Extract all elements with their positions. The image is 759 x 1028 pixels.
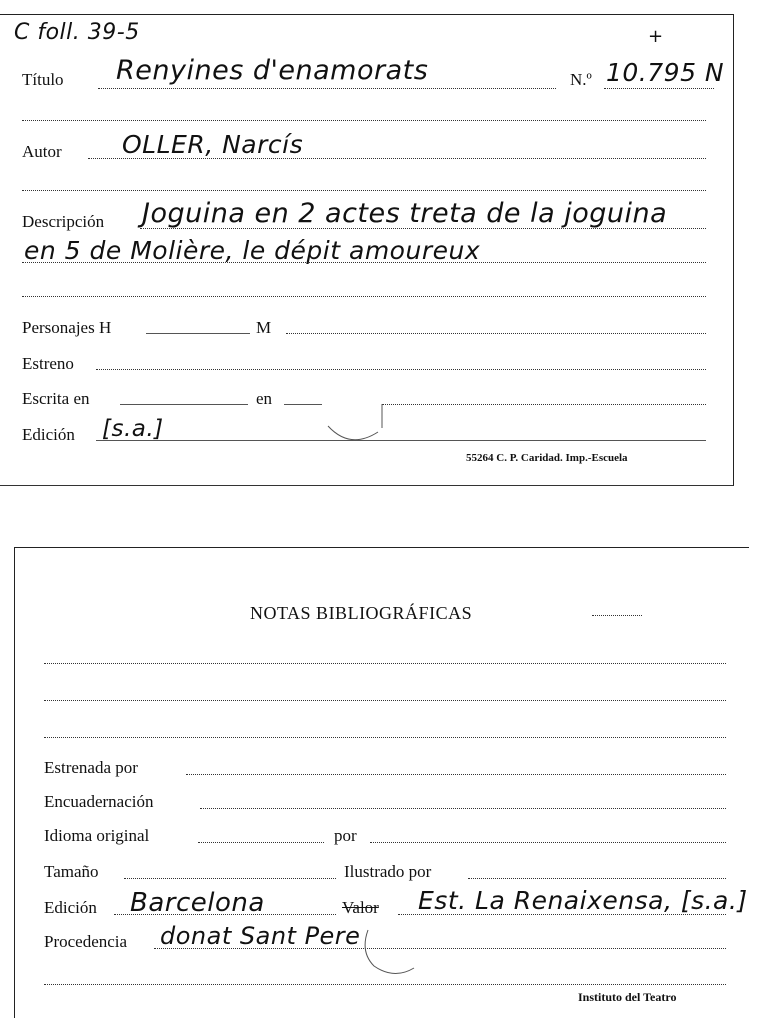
notas-heading: NOTAS BIBLIOGRÁFICAS bbox=[250, 603, 473, 623]
notes-line-3 bbox=[44, 737, 726, 738]
heading-dots bbox=[592, 615, 642, 616]
titulo-line bbox=[98, 88, 556, 89]
notes-line-bottom bbox=[44, 984, 726, 985]
encuadernacion-label: Encuadernación bbox=[44, 792, 154, 811]
edicion-label: Edición bbox=[22, 425, 75, 444]
titulo-value: Renyines d'enamorats bbox=[116, 55, 429, 86]
por-label: por bbox=[334, 826, 357, 845]
encuadernacion-line bbox=[200, 808, 726, 809]
tamano-label: Tamaño bbox=[44, 862, 99, 881]
escrita-en-line bbox=[284, 404, 322, 405]
personajes-h-line bbox=[146, 333, 250, 334]
descripcion-label: Descripción bbox=[22, 212, 105, 231]
escrita-line-2 bbox=[382, 404, 706, 405]
blank-line-3 bbox=[22, 296, 706, 297]
descripcion-value-1: Joguina en 2 actes treta de la joguina bbox=[142, 198, 668, 229]
autor-value: OLLER, Narcís bbox=[122, 130, 304, 159]
valor-label: Valor bbox=[342, 898, 379, 917]
blank-line-2 bbox=[22, 190, 706, 191]
institute-footer: Instituto del Teatro bbox=[578, 990, 677, 1004]
edicion2-value: Barcelona bbox=[130, 888, 265, 918]
numero-line bbox=[604, 88, 714, 89]
procedencia-label: Procedencia bbox=[44, 932, 128, 951]
tamano-line bbox=[124, 878, 336, 879]
personajes-m-label: M bbox=[256, 318, 272, 337]
corner-mark: + bbox=[648, 26, 664, 47]
escrita-label: Escrita en bbox=[22, 389, 90, 408]
personajes-label: Personajes H bbox=[22, 318, 112, 337]
numero-value: 10.795 N bbox=[606, 58, 725, 87]
stamp-circle-mark-2 bbox=[360, 922, 430, 978]
notes-line-1 bbox=[44, 663, 726, 664]
titulo-label: Título bbox=[22, 70, 64, 89]
edicion2-label: Edición bbox=[44, 898, 97, 917]
escrita-en-label: en bbox=[256, 389, 273, 408]
stamp-circle-mark bbox=[320, 380, 390, 446]
ilustrado-label: Ilustrado por bbox=[344, 862, 432, 881]
estrenada-label: Estrenada por bbox=[44, 758, 138, 777]
notes-line-2 bbox=[44, 700, 726, 701]
edicion-line bbox=[96, 440, 706, 441]
idioma-label: Idioma original bbox=[44, 826, 150, 845]
corner-note: C foll. 39-5 bbox=[14, 20, 140, 45]
estreno-line bbox=[96, 369, 706, 370]
estreno-label: Estreno bbox=[22, 354, 74, 373]
editor-value: Est. La Renaixensa, [s.a.] bbox=[418, 886, 748, 915]
idioma-line bbox=[198, 842, 324, 843]
escrita-line bbox=[120, 404, 248, 405]
blank-line-1 bbox=[22, 120, 706, 121]
procedencia-value: donat Sant Pere bbox=[160, 922, 361, 950]
por-line bbox=[370, 842, 726, 843]
edicion-value: [s.a.] bbox=[102, 416, 164, 442]
personajes-m-line bbox=[286, 333, 706, 334]
ilustrado-line bbox=[468, 878, 726, 879]
numero-label: N.º bbox=[570, 70, 592, 89]
printer-imprint: 55264 C. P. Caridad. Imp.-Escuela bbox=[466, 452, 628, 464]
estrenada-line bbox=[186, 774, 726, 775]
descripcion-value-2: en 5 de Molière, le dépit amoureux bbox=[24, 236, 481, 265]
autor-label: Autor bbox=[22, 142, 62, 161]
